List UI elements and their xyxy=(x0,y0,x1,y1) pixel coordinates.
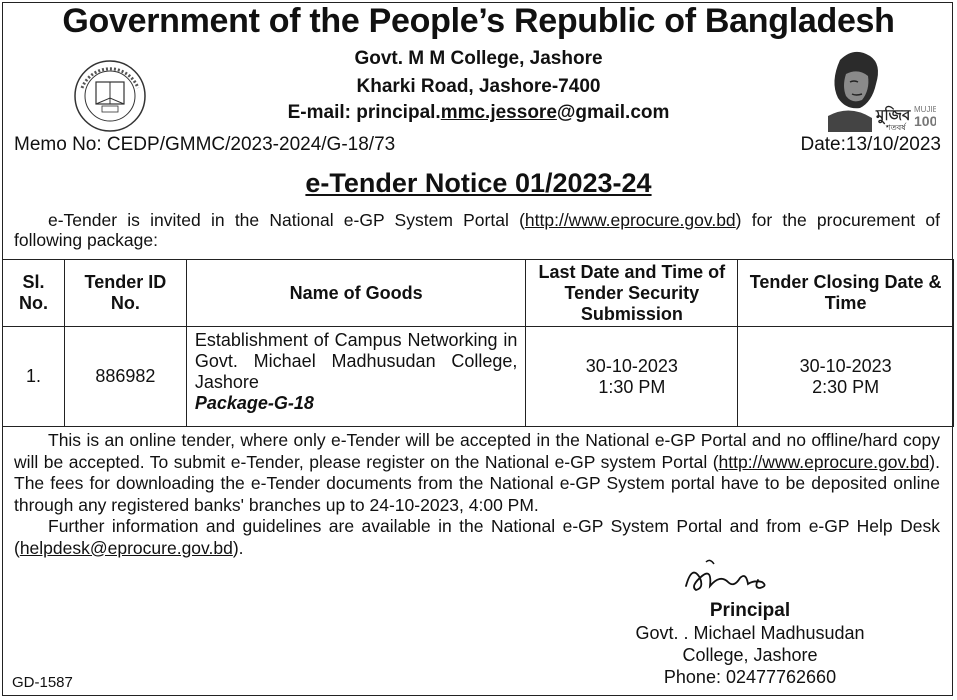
email-label: E-mail: principal. xyxy=(287,102,441,123)
intro-paragraph xyxy=(14,210,940,250)
college-seal-logo xyxy=(72,58,148,134)
closing-date: 30-10-2023 xyxy=(799,355,892,376)
body-paragraph-1 xyxy=(14,430,940,516)
helpdesk-email-link[interactable]: helpdesk@eprocure.gov.bd xyxy=(19,537,233,558)
email-domain: @gmail.com xyxy=(556,102,670,123)
cell-closing xyxy=(738,327,954,427)
signatory-office-line2: College, Jashore xyxy=(682,645,818,665)
government-title: Government of the People’s Republic of Bangladesh xyxy=(62,2,895,40)
signatory-phone: Phone: 02477762660 xyxy=(663,667,837,687)
tender-table xyxy=(2,259,954,427)
p2-text-end: ). xyxy=(232,537,244,558)
signatory-office-line1: Govt. . Michael Madhusudan xyxy=(635,623,865,643)
cell-tender-id: 886982 xyxy=(64,327,186,427)
body-paragraph-2 xyxy=(14,516,940,559)
p1-text-start: This is an online tender, where only e-Tender will be accepted in the National e-GP Portal and no offline/hard copy will be accepted. To submit e-Tender, please register on the National e-GP system Portal ( xyxy=(14,430,940,472)
intro-text-before: e-Tender is invited in the National e-GP System Portal ( xyxy=(48,210,525,230)
eprocure-link[interactable]: http://www.eprocure.gov.bd xyxy=(524,210,736,230)
closing-time: 2:30 PM xyxy=(812,376,880,397)
mujib-100-text: 100 xyxy=(914,113,936,129)
cell-security-submission xyxy=(526,327,738,427)
cell-goods xyxy=(186,327,526,427)
shotoborsho-text: শতবর্ষ xyxy=(886,123,906,132)
intro-text-after: ) for the procurement of following package: xyxy=(14,210,940,250)
college-name: Govt. M M College, Jashore xyxy=(354,48,603,69)
col-header-tender-id: Tender ID No. xyxy=(64,260,186,327)
notice-title: e-Tender Notice 01/2023-24 xyxy=(305,168,652,198)
table-header-row xyxy=(3,260,954,327)
col-header-sl: Sl. No. xyxy=(3,260,65,327)
p1-text-end: ). The fees for downloading the e-Tender documents from the National e-GP System portal have to be deposited online through any registered banks' branches up to 24-10-2023, 4:00 PM. xyxy=(14,451,940,515)
email-user: mmc.jessore xyxy=(440,102,557,123)
package-name: Package-G-18 xyxy=(194,393,314,413)
mujib-en-text: MUJIB xyxy=(914,105,936,114)
mujib-bn-text: মুজিব xyxy=(876,107,911,124)
col-header-goods: Name of Goods xyxy=(186,260,526,327)
col-header-security-submission: Last Date and Time of Tender Security Submission xyxy=(526,260,738,327)
p2-text-start: Further information and guidelines are available in the National e-GP System Portal and from e-GP Help Desk ( xyxy=(14,516,940,558)
principal-signature xyxy=(676,556,776,600)
signatory-title: Principal xyxy=(709,600,791,621)
col-header-closing: Tender Closing Date & Time xyxy=(738,260,954,327)
signatory-block xyxy=(560,600,940,688)
memo-number: Memo No: CEDP/GMMC/2023-2024/G-18/73 xyxy=(14,134,396,155)
eprocure-link-2[interactable]: http://www.eprocure.gov.bd xyxy=(718,451,930,472)
table-row xyxy=(3,327,954,427)
security-date: 30-10-2023 xyxy=(585,355,678,376)
mujib-100-logo xyxy=(810,46,936,132)
gd-code: GD-1587 xyxy=(12,674,73,691)
security-time: 1:30 PM xyxy=(598,376,666,397)
goods-description: Establishment of Campus Networking in Govt. Michael Madhusudan College, Jashore xyxy=(194,330,518,392)
college-address: Kharki Road, Jashore-7400 xyxy=(356,76,601,97)
cell-sl: 1. xyxy=(3,327,65,427)
memo-date: Date:13/10/2023 xyxy=(800,134,941,155)
notice-body xyxy=(14,430,940,559)
